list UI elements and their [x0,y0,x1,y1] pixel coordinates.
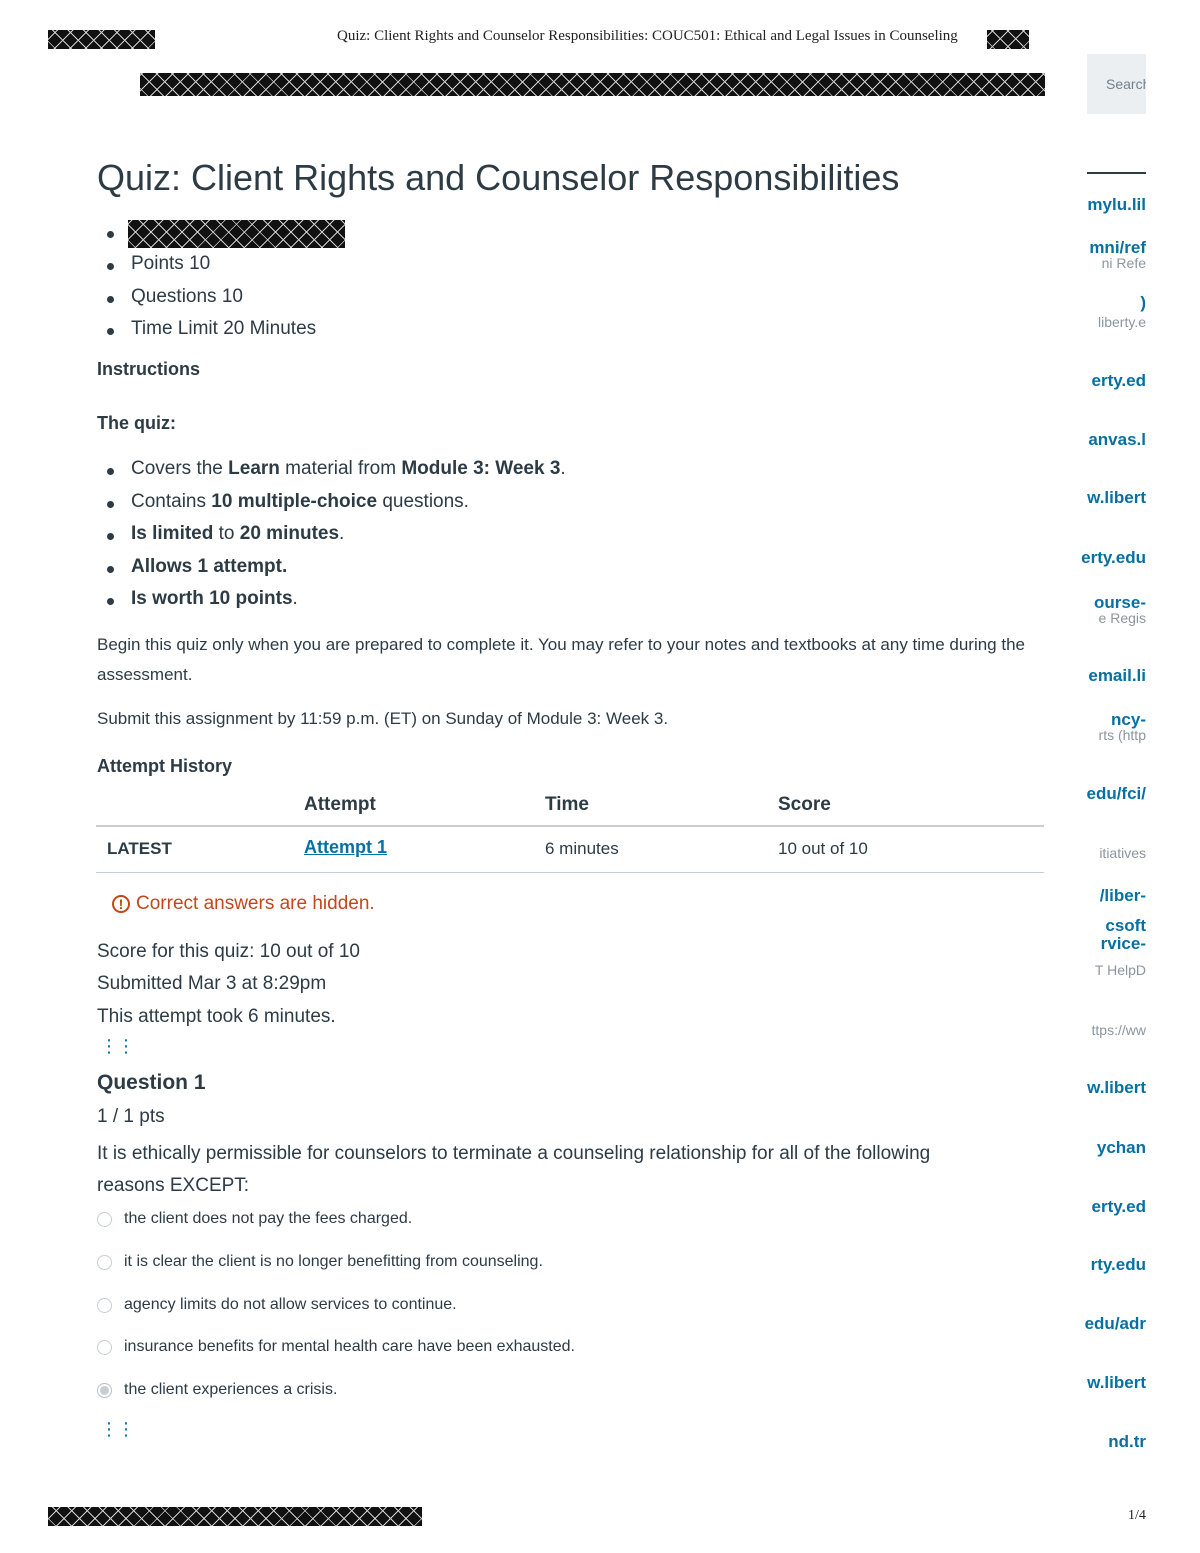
question-title: Question 1 [97,1071,206,1094]
column-header-score: Score [778,794,831,815]
table-header-rule [96,825,1044,827]
rule-item [131,588,298,610]
submitted-time: Submitted Mar 3 at 8:29pm [97,973,327,994]
sidebar-link-subtext: rts (http [1098,727,1146,743]
quiz-detail-points: Points 10 [131,253,211,274]
radio-button[interactable] [97,1212,112,1227]
due-paragraph: Submit this assignment by 11:59 p.m. (ET) on Sunday of Module 3: Week 3. [97,709,669,728]
sidebar-link[interactable]: ychan [1096,1138,1146,1157]
quiz-detail-time-limit: Time Limit 20 Minutes [131,318,317,339]
sidebar-link-subtext: ni Refe [1101,255,1146,271]
answer-option[interactable] [97,1338,575,1356]
latest-label: LATEST [107,839,172,858]
page-number: 1/4 [1128,1508,1146,1523]
answers-hidden-notice [112,893,375,915]
answer-text: it is clear the client is no longer benefitting from counseling. [124,1253,543,1270]
rule-text: Contains [131,491,212,512]
radio-button-selected[interactable] [97,1383,112,1398]
rule-text: Covers the [131,458,229,479]
sidebar-link[interactable]: erty.ed [1091,371,1146,390]
rule-text: . [560,458,566,479]
sidebar-links [1080,0,1146,1553]
sidebar-link[interactable]: rvice- [1100,934,1146,953]
rule-emphasis: Is limited [131,523,214,544]
page-title: Quiz: Client Rights and Counselor Responsibilities [97,157,900,198]
sidebar-link[interactable]: edu/adr [1084,1314,1146,1333]
answer-text: insurance benefits for mental health care have been exhausted. [124,1338,575,1355]
sidebar-link[interactable]: erty.edu [1081,548,1146,567]
sidebar-link[interactable]: /liber- [1099,886,1146,905]
column-header-time: Time [545,794,590,815]
quiz-detail-questions: Questions 10 [131,286,243,307]
sidebar-link-subtext: e Regis [1098,610,1146,626]
rule-item [131,458,566,480]
rule-emphasis: Is worth 10 points [131,588,293,609]
sidebar-link-subtext: liberty.e [1098,314,1146,330]
attempt-1-link[interactable]: Attempt 1 [304,837,388,857]
answer-option[interactable] [97,1296,457,1314]
answer-option[interactable] [97,1210,412,1228]
answers-hidden-text: Correct answers are hidden. [136,893,375,914]
drag-handle-icon[interactable]: ⋮⋮ [100,1036,134,1056]
question-points: 1 / 1 pts [97,1106,165,1127]
attempt-time: 6 minutes [545,839,619,858]
radio-button[interactable] [97,1255,112,1270]
sidebar-link[interactable]: w.libert [1087,488,1146,507]
sidebar-link[interactable]: csoft [1105,916,1146,935]
sidebar-link-subtext: itiatives [1099,845,1146,861]
rule-text: questions. [377,491,469,512]
drag-handle-icon[interactable]: ⋮⋮ [100,1419,134,1439]
rule-text: material from [279,458,402,479]
sidebar-link-subtext: T HelpD [1094,962,1146,978]
the-quiz-label: The quiz: [97,413,176,433]
rule-text: to [213,523,240,544]
rule-emphasis: Learn [228,458,280,479]
sidebar-link[interactable]: w.libert [1087,1078,1146,1097]
sidebar-link[interactable]: w.libert [1087,1373,1146,1392]
attempt-history-heading: Attempt History [97,756,233,776]
table-row-rule [96,872,1044,873]
sidebar-link[interactable]: email.li [1088,666,1146,685]
rule-emphasis: Module 3: Week 3 [401,458,561,479]
sidebar-link[interactable]: ourse- [1094,593,1146,612]
instructions-heading: Instructions [97,359,201,379]
sidebar-link[interactable]: rty.edu [1090,1255,1146,1274]
answer-text: the client does not pay the fees charged. [124,1210,413,1227]
rule-emphasis: Allows 1 attempt. [131,556,288,577]
warning-icon: ! [112,895,130,913]
question-text: It is ethically permissible for counselors to terminate a counseling relationship for all of the following reasons EXCEPT: [97,1143,931,1196]
rule-item [131,556,287,578]
redacted-header-end [987,30,1029,49]
radio-button[interactable] [97,1340,112,1355]
sidebar-link[interactable]: nd.tr [1108,1432,1146,1451]
sidebar-link[interactable]: edu/fci/ [1086,784,1146,803]
rule-text: . [339,523,345,544]
rule-emphasis: 20 minutes [239,523,340,544]
sidebar-link[interactable]: mylu.lil [1087,195,1146,214]
quiz-score: Score for this quiz: 10 out of 10 [97,941,360,962]
sidebar-link[interactable]: ncy- [1111,710,1146,729]
answer-text: agency limits do not allow services to continue. [124,1296,457,1313]
sidebar-link[interactable]: mni/ref [1089,238,1146,257]
answer-option[interactable] [97,1253,543,1271]
instructions-paragraph: Begin this quiz only when you are prepared to complete it. You may refer to your notes and textbooks at any time during the assessment. [97,635,1025,684]
rule-item [131,523,344,545]
answer-option-selected[interactable] [97,1381,337,1399]
rule-text: . [292,588,298,609]
attempt-score: 10 out of 10 [778,839,868,858]
redacted-banner [140,73,1045,96]
rule-emphasis: 10 multiple-choice [211,491,378,512]
redacted-footer-url [48,1507,422,1526]
sidebar-link-subtext: ttps://ww [1091,1022,1146,1038]
attempt-duration: This attempt took 6 minutes. [97,1006,336,1027]
redacted-due-date [128,220,345,248]
sidebar-link[interactable]: ) [1140,293,1146,312]
redacted-date [48,30,155,49]
sidebar-link[interactable]: anvas.l [1088,430,1146,449]
column-header-attempt: Attempt [304,794,376,815]
sidebar-link[interactable]: erty.ed [1091,1197,1146,1216]
print-header-title: Quiz: Client Rights and Counselor Responsibilities: COUC501: Ethical and Legal Issues in Counseling [337,28,958,44]
rule-item [131,491,469,513]
radio-button[interactable] [97,1298,112,1313]
answer-text: the client experiences a crisis. [124,1381,338,1398]
